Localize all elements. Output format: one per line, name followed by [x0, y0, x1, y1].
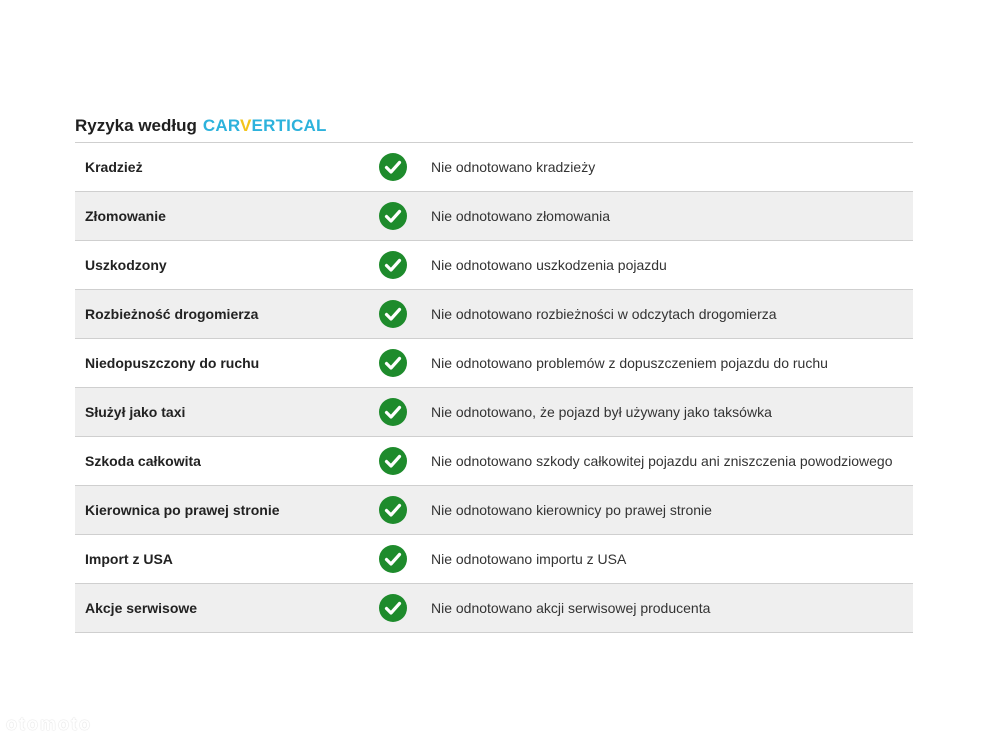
- risk-row: [75, 535, 913, 584]
- check-icon: [379, 300, 407, 328]
- risk-row: [75, 192, 913, 241]
- risk-value: Nie odnotowano importu z USA: [431, 551, 627, 567]
- logo-part-car: CAR: [202, 116, 240, 135]
- risk-row: [75, 584, 913, 633]
- risk-value: Nie odnotowano szkody całkowitej pojazdu ani zniszczenia powodziowego: [431, 453, 893, 469]
- risk-value: Nie odnotowano problemów z dopuszczeniem pojazdu do ruchu: [431, 355, 828, 371]
- risk-label: Złomowanie: [85, 208, 166, 224]
- logo-part-v: V: [240, 116, 252, 135]
- check-icon: [379, 447, 407, 475]
- check-icon: [379, 202, 407, 230]
- otomoto-watermark: otomoto: [6, 714, 92, 734]
- risk-row: [75, 290, 913, 339]
- risk-value: Nie odnotowano uszkodzenia pojazdu: [431, 257, 667, 273]
- risk-row: [75, 339, 913, 388]
- risk-label: Uszkodzony: [85, 257, 167, 273]
- risk-row: [75, 437, 913, 486]
- report-title: Ryzyka według: [75, 116, 197, 135]
- risk-value: Nie odnotowano kradzieży: [431, 159, 596, 175]
- check-icon: [379, 153, 407, 181]
- check-icon: [379, 496, 407, 524]
- risk-value: Nie odnotowano złomowania: [431, 208, 610, 224]
- risk-label: Kierownica po prawej stronie: [85, 502, 280, 518]
- risk-report: [75, 110, 913, 633]
- check-icon: [379, 545, 407, 573]
- risk-row: [75, 388, 913, 437]
- risk-row: [75, 241, 913, 290]
- risk-label: Szkoda całkowita: [85, 453, 201, 469]
- check-icon: [379, 398, 407, 426]
- check-icon: [379, 251, 407, 279]
- risk-label: Kradzież: [85, 159, 143, 175]
- risk-value: Nie odnotowano rozbieżności w odczytach drogomierza: [431, 306, 777, 322]
- logo-part-ertical: ERTICAL: [251, 116, 327, 135]
- risk-row: [75, 143, 913, 192]
- check-icon: [379, 594, 407, 622]
- risk-label: Akcje serwisowe: [85, 600, 198, 616]
- risk-row: [75, 486, 913, 535]
- risk-label: Służył jako taxi: [85, 404, 186, 420]
- report-heading: [75, 110, 913, 143]
- risk-list: [75, 143, 913, 633]
- carvertical-logo: [203, 116, 327, 136]
- risk-value: Nie odnotowano akcji serwisowej producenta: [431, 600, 711, 616]
- risk-label: Rozbieżność drogomierza: [85, 306, 259, 322]
- risk-label: Niedopuszczony do ruchu: [85, 355, 260, 371]
- check-icon: [379, 349, 407, 377]
- risk-value: Nie odnotowano kierownicy po prawej stronie: [431, 502, 712, 518]
- risk-label: Import z USA: [85, 551, 173, 567]
- risk-value: Nie odnotowano, że pojazd był używany jako taksówka: [431, 404, 772, 420]
